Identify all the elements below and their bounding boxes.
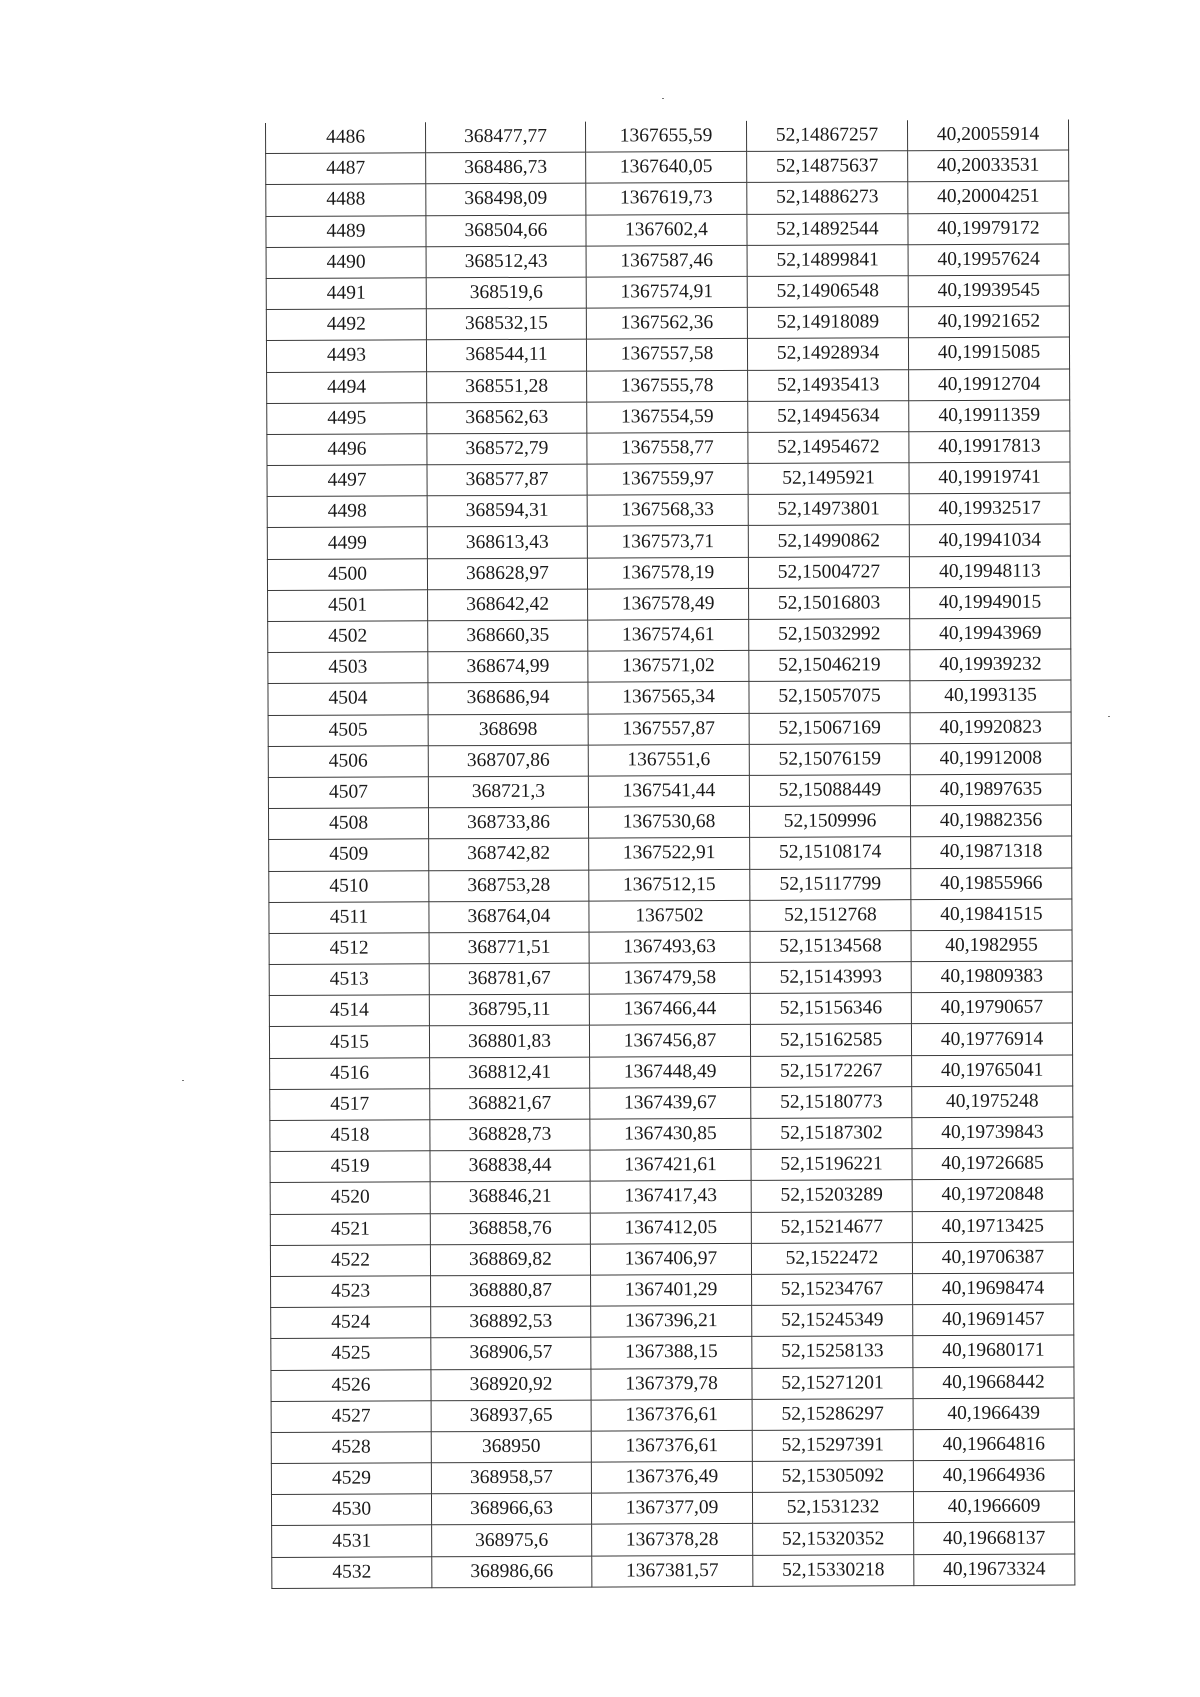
point-number-cell: 4498 <box>267 496 427 528</box>
latitude-cell: 52,15187302 <box>751 1118 912 1150</box>
table-row <box>271 1398 1074 1433</box>
longitude-cell: 40,19855966 <box>911 867 1072 899</box>
table-row <box>270 1179 1073 1214</box>
longitude-cell: 40,1966609 <box>913 1491 1074 1523</box>
table-row <box>270 1148 1073 1183</box>
table-row <box>268 680 1071 715</box>
y-coordinate-cell: 1367554,59 <box>587 401 748 433</box>
latitude-cell: 52,1531232 <box>752 1492 913 1524</box>
x-coordinate-cell: 368532,15 <box>426 308 586 340</box>
x-coordinate-cell: 368920,92 <box>431 1369 591 1401</box>
y-coordinate-cell: 1367578,19 <box>587 557 748 589</box>
y-coordinate-cell: 1367456,87 <box>589 1025 750 1057</box>
scan-speck <box>182 1080 184 1081</box>
table-row <box>270 1242 1073 1277</box>
x-coordinate-cell: 368594,31 <box>427 495 587 527</box>
table-row <box>267 556 1070 591</box>
longitude-cell: 40,19809383 <box>911 961 1072 993</box>
point-number-cell: 4490 <box>266 247 426 279</box>
longitude-cell: 40,19912008 <box>910 743 1071 775</box>
point-number-cell: 4519 <box>270 1151 430 1183</box>
latitude-cell: 52,14892544 <box>747 213 908 245</box>
latitude-cell: 52,15134568 <box>750 931 911 963</box>
table-row <box>268 618 1071 653</box>
y-coordinate-cell: 1367466,44 <box>589 994 750 1026</box>
scan-speck <box>1108 716 1110 717</box>
point-number-cell: 4527 <box>271 1400 431 1432</box>
y-coordinate-cell: 1367378,28 <box>592 1524 753 1556</box>
y-coordinate-cell: 1367578,49 <box>588 588 749 620</box>
x-coordinate-cell: 368781,67 <box>429 963 589 995</box>
x-coordinate-cell: 368721,3 <box>428 776 588 808</box>
longitude-cell: 40,20004251 <box>908 181 1069 213</box>
longitude-cell: 40,19664936 <box>913 1460 1074 1492</box>
scan-speck <box>662 98 664 99</box>
longitude-cell: 40,19680171 <box>913 1335 1074 1367</box>
latitude-cell: 52,1509996 <box>749 806 910 838</box>
y-coordinate-cell: 1367587,46 <box>586 245 747 277</box>
latitude-cell: 52,15088449 <box>749 775 910 807</box>
y-coordinate-cell: 1367571,02 <box>588 651 749 683</box>
longitude-cell: 40,19939545 <box>908 275 1069 307</box>
longitude-cell: 40,19841515 <box>911 899 1072 931</box>
longitude-cell: 40,19957624 <box>908 244 1069 276</box>
latitude-cell: 52,15076159 <box>749 743 910 775</box>
table-row <box>269 1023 1072 1058</box>
table-row <box>266 244 1069 279</box>
table-row <box>266 213 1069 248</box>
y-coordinate-cell: 1367430,85 <box>590 1118 751 1150</box>
table-row <box>272 1554 1075 1589</box>
longitude-cell: 40,19912704 <box>909 368 1070 400</box>
latitude-cell: 52,14886273 <box>747 182 908 214</box>
x-coordinate-cell: 368486,73 <box>426 152 586 184</box>
latitude-cell: 52,14954672 <box>748 432 909 464</box>
point-number-cell: 4513 <box>269 964 429 996</box>
point-number-cell: 4505 <box>268 714 428 746</box>
y-coordinate-cell: 1367421,61 <box>590 1150 751 1182</box>
point-number-cell: 4491 <box>266 278 426 310</box>
point-number-cell: 4524 <box>271 1307 431 1339</box>
table-row <box>267 431 1070 466</box>
y-coordinate-cell: 1367502 <box>589 900 750 932</box>
longitude-cell: 40,19979172 <box>908 213 1069 245</box>
y-coordinate-cell: 1367640,05 <box>586 152 747 184</box>
table-row <box>271 1429 1074 1464</box>
x-coordinate-cell: 368577,87 <box>427 464 587 496</box>
latitude-cell: 52,15258133 <box>752 1336 913 1368</box>
latitude-cell: 52,15234767 <box>752 1274 913 1306</box>
longitude-cell: 40,19790657 <box>911 992 1072 1024</box>
table-row <box>267 400 1070 435</box>
point-number-cell: 4497 <box>267 465 427 497</box>
longitude-cell: 40,19706387 <box>912 1242 1073 1274</box>
table-row <box>267 493 1070 528</box>
longitude-cell: 40,19919741 <box>909 462 1070 494</box>
point-number-cell: 4509 <box>269 839 429 871</box>
x-coordinate-cell: 368698 <box>428 714 588 746</box>
y-coordinate-cell: 1367396,21 <box>591 1306 752 1338</box>
coordinate-table-wrapper <box>265 120 1069 1589</box>
latitude-cell: 52,15330218 <box>753 1554 914 1586</box>
x-coordinate-cell: 368674,99 <box>428 651 588 683</box>
x-coordinate-cell: 368880,87 <box>431 1275 591 1307</box>
latitude-cell: 52,15172267 <box>751 1055 912 1087</box>
x-coordinate-cell: 368906,57 <box>431 1337 591 1369</box>
x-coordinate-cell: 368950 <box>431 1431 591 1463</box>
y-coordinate-cell: 1367406,97 <box>590 1243 751 1275</box>
x-coordinate-cell: 368858,76 <box>430 1213 590 1245</box>
latitude-cell: 52,15286297 <box>752 1398 913 1430</box>
table-row <box>268 774 1071 809</box>
x-coordinate-cell: 368707,86 <box>428 745 588 777</box>
x-coordinate-cell: 368753,28 <box>429 870 589 902</box>
longitude-cell: 40,19668442 <box>913 1366 1074 1398</box>
y-coordinate-cell: 1367551,6 <box>588 744 749 776</box>
x-coordinate-cell: 368613,43 <box>427 527 587 559</box>
point-number-cell: 4494 <box>267 371 427 403</box>
longitude-cell: 40,1966439 <box>913 1398 1074 1430</box>
table-row <box>269 992 1072 1027</box>
point-number-cell: 4489 <box>266 215 426 247</box>
table-row <box>266 337 1069 372</box>
y-coordinate-cell: 1367412,05 <box>590 1212 751 1244</box>
table-row <box>268 649 1071 684</box>
longitude-cell: 40,19941034 <box>909 524 1070 556</box>
coordinate-table-body <box>266 119 1075 1588</box>
table-row <box>268 805 1071 840</box>
point-number-cell: 4520 <box>270 1182 430 1214</box>
longitude-cell: 40,19765041 <box>912 1055 1073 1087</box>
table-row <box>266 119 1069 153</box>
x-coordinate-cell: 368838,44 <box>430 1150 590 1182</box>
x-coordinate-cell: 368519,6 <box>426 277 586 309</box>
latitude-cell: 52,15305092 <box>752 1461 913 1493</box>
longitude-cell: 40,19917813 <box>909 431 1070 463</box>
point-number-cell: 4528 <box>271 1432 431 1464</box>
longitude-cell: 40,19897635 <box>910 774 1071 806</box>
latitude-cell: 52,14875637 <box>747 151 908 183</box>
latitude-cell: 52,14990862 <box>748 525 909 557</box>
coordinate-table <box>265 119 1075 1588</box>
x-coordinate-cell: 368544,11 <box>426 339 586 371</box>
latitude-cell: 52,15156346 <box>750 993 911 1025</box>
y-coordinate-cell: 1367559,97 <box>587 463 748 495</box>
x-coordinate-cell: 368937,65 <box>431 1400 591 1432</box>
latitude-cell: 52,15297391 <box>752 1430 913 1462</box>
y-coordinate-cell: 1367655,59 <box>585 121 746 152</box>
y-coordinate-cell: 1367376,49 <box>591 1461 752 1493</box>
table-row <box>269 930 1072 965</box>
y-coordinate-cell: 1367557,87 <box>588 713 749 745</box>
longitude-cell: 40,1993135 <box>910 680 1071 712</box>
point-number-cell: 4526 <box>271 1369 431 1401</box>
latitude-cell: 52,15004727 <box>748 556 909 588</box>
longitude-cell: 40,19673324 <box>914 1554 1075 1586</box>
longitude-cell: 40,19713425 <box>912 1211 1073 1243</box>
latitude-cell: 52,15032992 <box>749 619 910 651</box>
table-row <box>270 1211 1073 1246</box>
latitude-cell: 52,15143993 <box>750 962 911 994</box>
x-coordinate-cell: 368733,86 <box>428 807 588 839</box>
table-row <box>271 1273 1074 1308</box>
y-coordinate-cell: 1367448,49 <box>590 1056 751 1088</box>
x-coordinate-cell: 368572,79 <box>427 433 587 465</box>
table-row <box>266 150 1069 185</box>
y-coordinate-cell: 1367522,91 <box>589 838 750 870</box>
point-number-cell: 4531 <box>272 1525 432 1557</box>
x-coordinate-cell: 368975,6 <box>432 1525 592 1557</box>
table-row <box>266 275 1069 310</box>
longitude-cell: 40,19698474 <box>913 1273 1074 1305</box>
x-coordinate-cell: 368686,94 <box>428 682 588 714</box>
point-number-cell: 4515 <box>269 1026 429 1058</box>
x-coordinate-cell: 368795,11 <box>429 994 589 1026</box>
y-coordinate-cell: 1367379,78 <box>591 1368 752 1400</box>
y-coordinate-cell: 1367439,67 <box>590 1087 751 1119</box>
point-number-cell: 4522 <box>270 1245 430 1277</box>
y-coordinate-cell: 1367557,58 <box>586 339 747 371</box>
point-number-cell: 4488 <box>266 184 426 216</box>
longitude-cell: 40,19668137 <box>914 1522 1075 1554</box>
x-coordinate-cell: 368771,51 <box>429 932 589 964</box>
point-number-cell: 4516 <box>270 1057 430 1089</box>
table-row <box>269 867 1072 902</box>
table-row <box>268 712 1071 747</box>
table-row <box>268 743 1071 778</box>
x-coordinate-cell: 368869,82 <box>430 1244 590 1276</box>
latitude-cell: 52,15180773 <box>751 1086 912 1118</box>
longitude-cell: 40,19921652 <box>908 306 1069 338</box>
latitude-cell: 52,1495921 <box>748 463 909 495</box>
point-number-cell: 4486 <box>266 122 426 153</box>
table-row <box>272 1522 1075 1557</box>
point-number-cell: 4529 <box>271 1463 431 1495</box>
x-coordinate-cell: 368477,77 <box>425 122 585 153</box>
point-number-cell: 4517 <box>270 1089 430 1121</box>
y-coordinate-cell: 1367381,57 <box>592 1555 753 1587</box>
table-row <box>269 899 1072 934</box>
longitude-cell: 40,19882356 <box>910 805 1071 837</box>
table-row <box>271 1366 1074 1401</box>
x-coordinate-cell: 368846,21 <box>430 1181 590 1213</box>
longitude-cell: 40,19691457 <box>913 1304 1074 1336</box>
table-row <box>268 587 1071 622</box>
y-coordinate-cell: 1367376,61 <box>591 1399 752 1431</box>
point-number-cell: 4511 <box>269 901 429 933</box>
x-coordinate-cell: 368642,42 <box>428 589 588 621</box>
latitude-cell: 52,14945634 <box>748 400 909 432</box>
x-coordinate-cell: 368821,67 <box>430 1088 590 1120</box>
x-coordinate-cell: 368812,41 <box>430 1057 590 1089</box>
latitude-cell: 52,15108174 <box>750 837 911 869</box>
latitude-cell: 52,14918089 <box>747 307 908 339</box>
point-number-cell: 4501 <box>268 590 428 622</box>
x-coordinate-cell: 368958,57 <box>431 1462 591 1494</box>
y-coordinate-cell: 1367377,09 <box>591 1493 752 1525</box>
table-row <box>269 961 1072 996</box>
y-coordinate-cell: 1367376,61 <box>591 1430 752 1462</box>
y-coordinate-cell: 1367555,78 <box>587 370 748 402</box>
x-coordinate-cell: 368498,09 <box>426 183 586 215</box>
longitude-cell: 40,19726685 <box>912 1148 1073 1180</box>
table-row <box>267 524 1070 559</box>
point-number-cell: 4514 <box>269 995 429 1027</box>
table-row <box>271 1335 1074 1370</box>
x-coordinate-cell: 368892,53 <box>431 1306 591 1338</box>
table-row <box>267 462 1070 497</box>
longitude-cell: 40,19948113 <box>909 556 1070 588</box>
y-coordinate-cell: 1367512,15 <box>589 869 750 901</box>
point-number-cell: 4512 <box>269 933 429 965</box>
latitude-cell: 52,15320352 <box>753 1523 914 1555</box>
x-coordinate-cell: 368660,35 <box>428 620 588 652</box>
longitude-cell: 40,1975248 <box>912 1086 1073 1118</box>
latitude-cell: 52,15162585 <box>750 1024 911 1056</box>
table-row <box>271 1491 1074 1526</box>
latitude-cell: 52,15196221 <box>751 1149 912 1181</box>
point-number-cell: 4500 <box>267 558 427 590</box>
y-coordinate-cell: 1367417,43 <box>590 1181 751 1213</box>
point-number-cell: 4504 <box>268 683 428 715</box>
y-coordinate-cell: 1367574,91 <box>586 276 747 308</box>
latitude-cell: 52,15046219 <box>749 650 910 682</box>
point-number-cell: 4487 <box>266 153 426 185</box>
longitude-cell: 40,19739843 <box>912 1117 1073 1149</box>
longitude-cell: 40,19915085 <box>908 337 1069 369</box>
longitude-cell: 40,19664816 <box>913 1429 1074 1461</box>
x-coordinate-cell: 368512,43 <box>426 246 586 278</box>
table-row <box>270 1117 1073 1152</box>
point-number-cell: 4507 <box>268 777 428 809</box>
latitude-cell: 52,15271201 <box>752 1367 913 1399</box>
y-coordinate-cell: 1367530,68 <box>588 807 749 839</box>
point-number-cell: 4532 <box>272 1556 432 1588</box>
point-number-cell: 4492 <box>266 309 426 341</box>
latitude-cell: 52,14899841 <box>747 244 908 276</box>
latitude-cell: 52,1522472 <box>751 1242 912 1274</box>
latitude-cell: 52,14867257 <box>746 120 907 151</box>
latitude-cell: 52,15057075 <box>749 681 910 713</box>
y-coordinate-cell: 1367574,61 <box>588 619 749 651</box>
latitude-cell: 52,15245349 <box>752 1305 913 1337</box>
x-coordinate-cell: 368504,66 <box>426 215 586 247</box>
x-coordinate-cell: 368551,28 <box>427 371 587 403</box>
table-row <box>269 836 1072 871</box>
latitude-cell: 52,15067169 <box>749 712 910 744</box>
y-coordinate-cell: 1367565,34 <box>588 682 749 714</box>
x-coordinate-cell: 368828,73 <box>430 1119 590 1151</box>
longitude-cell: 40,19949015 <box>910 587 1071 619</box>
point-number-cell: 4521 <box>270 1213 430 1245</box>
table-row <box>271 1304 1074 1339</box>
longitude-cell: 40,20033531 <box>908 150 1069 182</box>
longitude-cell: 40,19871318 <box>911 836 1072 868</box>
table-row <box>270 1055 1073 1090</box>
longitude-cell: 40,1982955 <box>911 930 1072 962</box>
y-coordinate-cell: 1367558,77 <box>587 432 748 464</box>
x-coordinate-cell: 368628,97 <box>427 558 587 590</box>
y-coordinate-cell: 1367401,29 <box>591 1274 752 1306</box>
latitude-cell: 52,14935413 <box>748 369 909 401</box>
x-coordinate-cell: 368742,82 <box>429 838 589 870</box>
point-number-cell: 4502 <box>268 621 428 653</box>
point-number-cell: 4503 <box>268 652 428 684</box>
latitude-cell: 52,15016803 <box>749 588 910 620</box>
latitude-cell: 52,15214677 <box>751 1211 912 1243</box>
point-number-cell: 4499 <box>267 527 427 559</box>
x-coordinate-cell: 368966,63 <box>431 1493 591 1525</box>
latitude-cell: 52,14906548 <box>747 276 908 308</box>
y-coordinate-cell: 1367541,44 <box>588 775 749 807</box>
point-number-cell: 4508 <box>268 808 428 840</box>
longitude-cell: 40,19943969 <box>910 618 1071 650</box>
y-coordinate-cell: 1367493,63 <box>589 931 750 963</box>
point-number-cell: 4525 <box>271 1338 431 1370</box>
longitude-cell: 40,19920823 <box>910 712 1071 744</box>
latitude-cell: 52,1512768 <box>750 899 911 931</box>
point-number-cell: 4493 <box>266 340 426 372</box>
table-row <box>270 1086 1073 1121</box>
x-coordinate-cell: 368764,04 <box>429 901 589 933</box>
latitude-cell: 52,14973801 <box>748 494 909 526</box>
point-number-cell: 4510 <box>269 870 429 902</box>
x-coordinate-cell: 368801,83 <box>429 1026 589 1058</box>
point-number-cell: 4530 <box>271 1494 431 1526</box>
y-coordinate-cell: 1367479,58 <box>589 962 750 994</box>
y-coordinate-cell: 1367388,15 <box>591 1337 752 1369</box>
y-coordinate-cell: 1367573,71 <box>587 526 748 558</box>
y-coordinate-cell: 1367568,33 <box>587 495 748 527</box>
table-row <box>266 306 1069 341</box>
longitude-cell: 40,19932517 <box>909 493 1070 525</box>
point-number-cell: 4518 <box>270 1120 430 1152</box>
longitude-cell: 40,19911359 <box>909 400 1070 432</box>
y-coordinate-cell: 1367602,4 <box>586 214 747 246</box>
latitude-cell: 52,15203289 <box>751 1180 912 1212</box>
longitude-cell: 40,19939232 <box>910 649 1071 681</box>
point-number-cell: 4523 <box>271 1276 431 1308</box>
latitude-cell: 52,15117799 <box>750 868 911 900</box>
point-number-cell: 4496 <box>267 434 427 466</box>
table-row <box>267 368 1070 403</box>
point-number-cell: 4506 <box>268 746 428 778</box>
x-coordinate-cell: 368562,63 <box>427 402 587 434</box>
longitude-cell: 40,19776914 <box>911 1023 1072 1055</box>
longitude-cell: 40,19720848 <box>912 1179 1073 1211</box>
longitude-cell: 40,20055914 <box>907 119 1068 150</box>
table-row <box>266 181 1069 216</box>
table-row <box>271 1460 1074 1495</box>
y-coordinate-cell: 1367562,36 <box>586 308 747 340</box>
y-coordinate-cell: 1367619,73 <box>586 183 747 215</box>
point-number-cell: 4495 <box>267 402 427 434</box>
x-coordinate-cell: 368986,66 <box>432 1556 592 1588</box>
latitude-cell: 52,14928934 <box>747 338 908 370</box>
